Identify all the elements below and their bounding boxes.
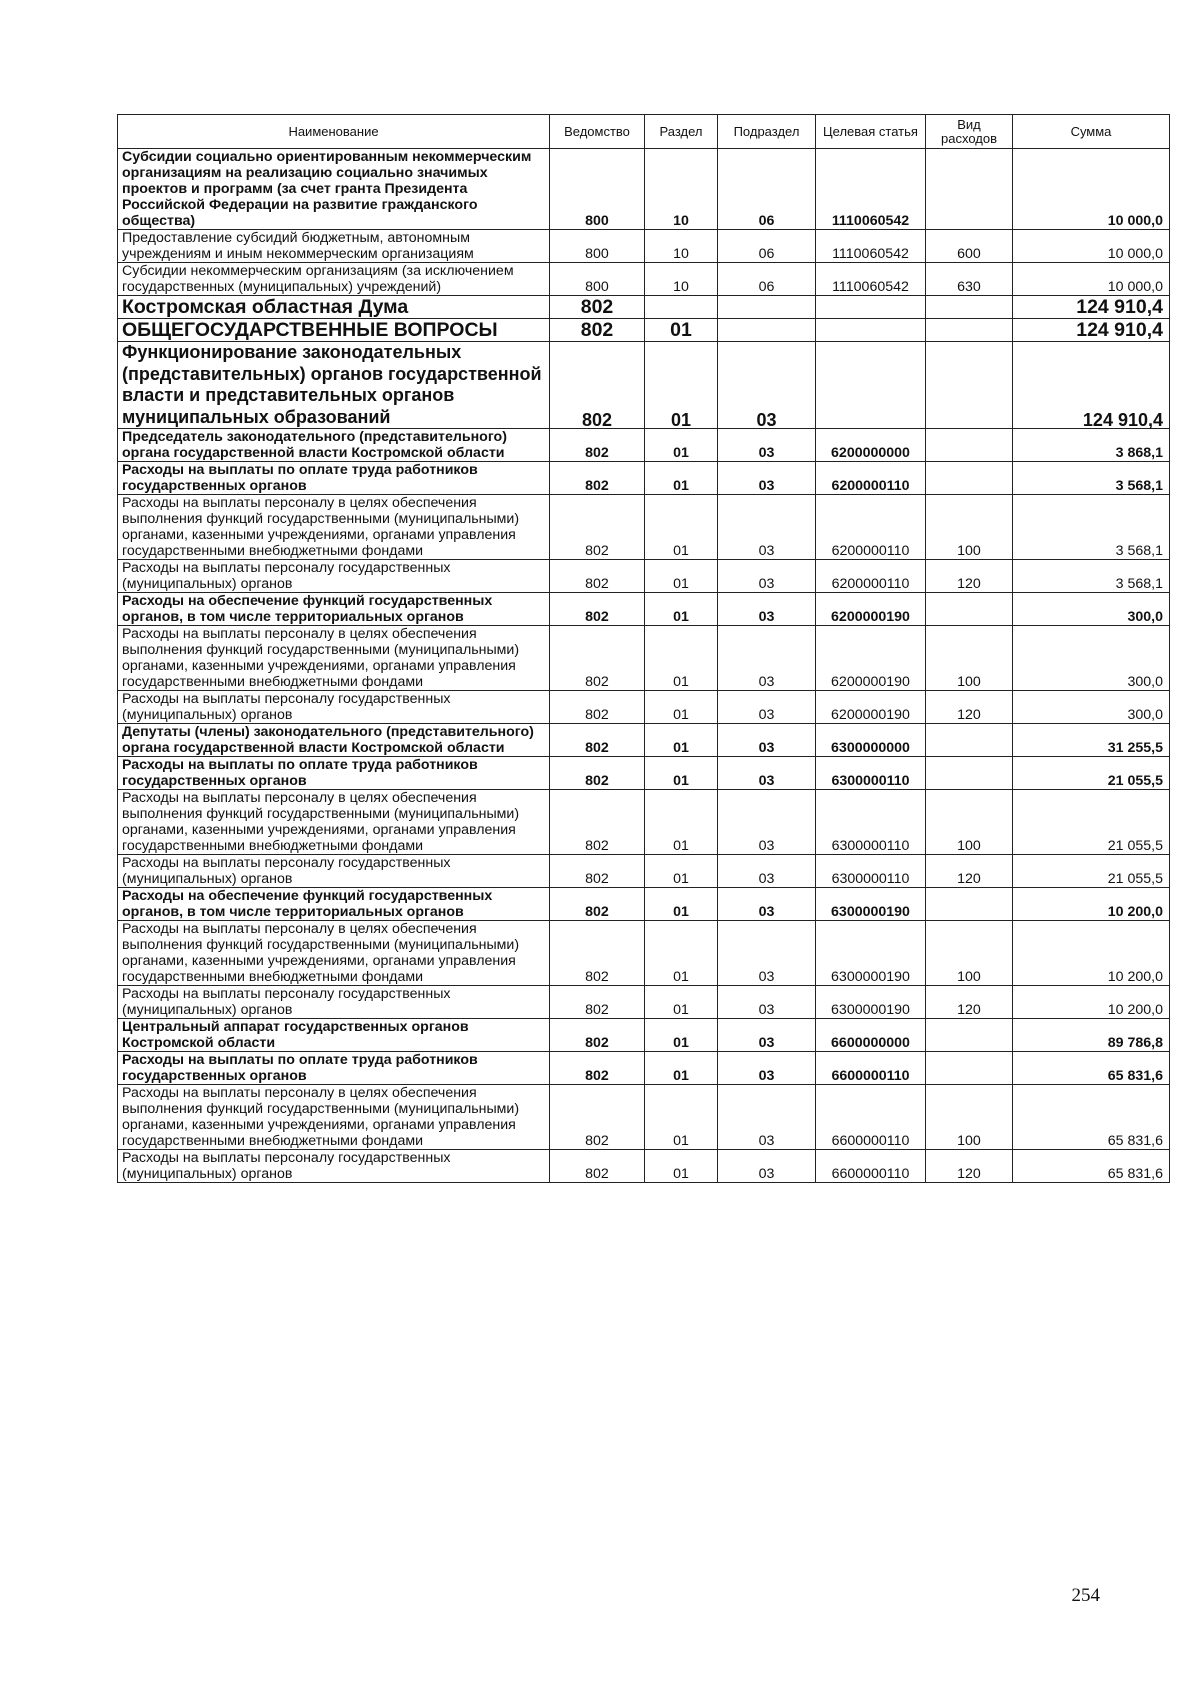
cell-name: Расходы на выплаты персоналу государственных (муниципальных) органов <box>118 560 550 593</box>
cell-subsection: 03 <box>718 888 816 921</box>
cell-section: 10 <box>645 263 718 296</box>
cell-amount: 10 000,0 <box>1013 230 1170 263</box>
cell-target: 6200000110 <box>816 560 926 593</box>
cell-name: Расходы на выплаты персоналу в целях обеспечения выполнения функций государственными (муниципальными) органами, казенными учреждениями, органами управления государственными внебюджетными фондами <box>118 495 550 560</box>
table-row <box>118 462 1170 495</box>
cell-expense-type <box>926 1019 1013 1052</box>
cell-name: Расходы на обеспечение функций государственных органов, в том числе территориальных органов <box>118 888 550 921</box>
cell-expense-type: 120 <box>926 1150 1013 1183</box>
cell-target <box>816 296 926 319</box>
cell-subsection: 03 <box>718 1085 816 1150</box>
cell-section: 01 <box>645 1019 718 1052</box>
cell-name: Расходы на выплаты по оплате труда работников государственных органов <box>118 1052 550 1085</box>
cell-subsection: 06 <box>718 230 816 263</box>
cell-amount: 300,0 <box>1013 626 1170 691</box>
cell-section: 01 <box>645 1085 718 1150</box>
cell-department: 802 <box>550 429 645 462</box>
cell-expense-type: 600 <box>926 230 1013 263</box>
page-number: 254 <box>1071 1585 1100 1606</box>
header-department: Ведомство <box>550 115 645 149</box>
cell-target: 6200000110 <box>816 495 926 560</box>
cell-amount: 21 055,5 <box>1013 855 1170 888</box>
cell-expense-type <box>926 319 1013 342</box>
cell-target: 1110060542 <box>816 230 926 263</box>
cell-subsection: 03 <box>718 724 816 757</box>
table-row <box>118 1150 1170 1183</box>
table-body <box>118 149 1170 1183</box>
table-row <box>118 757 1170 790</box>
cell-department: 802 <box>550 296 645 319</box>
table-row <box>118 691 1170 724</box>
table-row <box>118 888 1170 921</box>
cell-subsection: 03 <box>718 495 816 560</box>
cell-department: 802 <box>550 757 645 790</box>
table-row <box>118 1085 1170 1150</box>
cell-subsection: 03 <box>718 986 816 1019</box>
cell-target: 6200000190 <box>816 626 926 691</box>
cell-section: 01 <box>645 921 718 986</box>
cell-expense-type: 100 <box>926 921 1013 986</box>
cell-section: 01 <box>645 986 718 1019</box>
table-row <box>118 855 1170 888</box>
cell-section: 10 <box>645 230 718 263</box>
budget-table <box>117 114 1170 1183</box>
cell-amount: 10 200,0 <box>1013 986 1170 1019</box>
cell-target: 1110060542 <box>816 149 926 230</box>
cell-subsection: 03 <box>718 757 816 790</box>
cell-target: 1110060542 <box>816 263 926 296</box>
cell-section: 01 <box>645 790 718 855</box>
cell-department: 802 <box>550 462 645 495</box>
cell-target: 6200000190 <box>816 691 926 724</box>
cell-target: 6300000110 <box>816 757 926 790</box>
cell-name: Центральный аппарат государственных органов Костромской области <box>118 1019 550 1052</box>
cell-subsection <box>718 296 816 319</box>
cell-expense-type: 120 <box>926 560 1013 593</box>
cell-section: 01 <box>645 626 718 691</box>
cell-amount: 124 910,4 <box>1013 319 1170 342</box>
cell-department: 802 <box>550 888 645 921</box>
cell-expense-type: 100 <box>926 495 1013 560</box>
cell-name: Расходы на выплаты персоналу государственных (муниципальных) органов <box>118 691 550 724</box>
cell-section: 01 <box>645 560 718 593</box>
cell-expense-type: 100 <box>926 1085 1013 1150</box>
cell-name: ОБЩЕГОСУДАРСТВЕННЫЕ ВОПРОСЫ <box>118 319 550 342</box>
cell-name: Субсидии социально ориентированным некоммерческим организациям на реализацию социально значимых проектов и программ (за счет гранта Президента Российской Федерации на развитие гражданского общества) <box>118 149 550 230</box>
cell-name: Председатель законодательного (представительного) органа государственной власти Костромской области <box>118 429 550 462</box>
table-header-row <box>118 115 1170 149</box>
table-row <box>118 296 1170 319</box>
cell-amount: 124 910,4 <box>1013 342 1170 429</box>
cell-section <box>645 296 718 319</box>
cell-department: 800 <box>550 230 645 263</box>
table-row <box>118 626 1170 691</box>
cell-department: 802 <box>550 1150 645 1183</box>
cell-target: 6600000110 <box>816 1085 926 1150</box>
cell-section: 01 <box>645 1150 718 1183</box>
cell-expense-type <box>926 149 1013 230</box>
table-row <box>118 149 1170 230</box>
cell-target: 6300000190 <box>816 921 926 986</box>
cell-department: 802 <box>550 1085 645 1150</box>
cell-amount: 65 831,6 <box>1013 1085 1170 1150</box>
cell-name: Расходы на выплаты по оплате труда работников государственных органов <box>118 757 550 790</box>
header-name: Наименование <box>118 115 550 149</box>
cell-expense-type <box>926 429 1013 462</box>
cell-department: 802 <box>550 495 645 560</box>
cell-name: Расходы на выплаты по оплате труда работников государственных органов <box>118 462 550 495</box>
cell-department: 800 <box>550 149 645 230</box>
cell-name: Функционирование законодательных (представительных) органов государственной власти и представительных органов муниципальных образований <box>118 342 550 429</box>
cell-department: 802 <box>550 724 645 757</box>
cell-name: Расходы на выплаты персоналу в целях обеспечения выполнения функций государственными (муниципальными) органами, казенными учреждениями, органами управления государственными внебюджетными фондами <box>118 626 550 691</box>
table-row <box>118 790 1170 855</box>
cell-target: 6300000190 <box>816 888 926 921</box>
cell-subsection <box>718 319 816 342</box>
cell-department: 802 <box>550 319 645 342</box>
cell-amount: 3 568,1 <box>1013 495 1170 560</box>
cell-amount: 3 568,1 <box>1013 560 1170 593</box>
cell-target: 6200000110 <box>816 462 926 495</box>
cell-target <box>816 319 926 342</box>
table-row <box>118 263 1170 296</box>
table-row <box>118 230 1170 263</box>
cell-subsection: 03 <box>718 855 816 888</box>
cell-amount: 10 200,0 <box>1013 888 1170 921</box>
cell-section: 01 <box>645 757 718 790</box>
cell-name: Предоставление субсидий бюджетным, автономным учреждениям и иным некоммерческим организациям <box>118 230 550 263</box>
cell-subsection: 03 <box>718 342 816 429</box>
table-row <box>118 724 1170 757</box>
cell-amount: 124 910,4 <box>1013 296 1170 319</box>
cell-expense-type <box>926 342 1013 429</box>
cell-subsection: 03 <box>718 560 816 593</box>
cell-amount: 10 000,0 <box>1013 149 1170 230</box>
cell-expense-type <box>926 888 1013 921</box>
cell-amount: 31 255,5 <box>1013 724 1170 757</box>
cell-target: 6600000000 <box>816 1019 926 1052</box>
cell-expense-type: 120 <box>926 691 1013 724</box>
cell-name: Расходы на выплаты персоналу в целях обеспечения выполнения функций государственными (муниципальными) органами, казенными учреждениями, органами управления государственными внебюджетными фондами <box>118 790 550 855</box>
cell-subsection: 03 <box>718 593 816 626</box>
cell-section: 01 <box>645 319 718 342</box>
cell-section: 01 <box>645 593 718 626</box>
table-row <box>118 429 1170 462</box>
cell-section: 10 <box>645 149 718 230</box>
cell-subsection: 03 <box>718 691 816 724</box>
cell-amount: 300,0 <box>1013 593 1170 626</box>
cell-target: 6300000110 <box>816 790 926 855</box>
cell-expense-type <box>926 296 1013 319</box>
table-row <box>118 921 1170 986</box>
cell-expense-type <box>926 1052 1013 1085</box>
cell-name: Костромская областная Дума <box>118 296 550 319</box>
cell-subsection: 03 <box>718 626 816 691</box>
cell-subsection: 03 <box>718 790 816 855</box>
cell-name: Субсидии некоммерческим организациям (за исключением государственных (муниципальных) учреждений) <box>118 263 550 296</box>
table-row <box>118 319 1170 342</box>
cell-target: 6200000000 <box>816 429 926 462</box>
header-section: Раздел <box>645 115 718 149</box>
cell-department: 802 <box>550 1019 645 1052</box>
cell-subsection: 03 <box>718 1019 816 1052</box>
table-row <box>118 1019 1170 1052</box>
cell-name: Расходы на выплаты персоналу в целях обеспечения выполнения функций государственными (муниципальными) органами, казенными учреждениями, органами управления государственными внебюджетными фондами <box>118 1085 550 1150</box>
cell-amount: 10 200,0 <box>1013 921 1170 986</box>
cell-name: Депутаты (члены) законодательного (представительного) органа государственной власти Костромской области <box>118 724 550 757</box>
table-row <box>118 593 1170 626</box>
header-expense-type: Вид расходов <box>926 115 1013 149</box>
table-row <box>118 560 1170 593</box>
cell-amount: 3 568,1 <box>1013 462 1170 495</box>
cell-expense-type <box>926 593 1013 626</box>
cell-section: 01 <box>645 724 718 757</box>
cell-target: 6300000110 <box>816 855 926 888</box>
header-target: Целевая статья <box>816 115 926 149</box>
cell-expense-type: 100 <box>926 790 1013 855</box>
cell-section: 01 <box>645 1052 718 1085</box>
table-row <box>118 495 1170 560</box>
cell-name: Расходы на обеспечение функций государственных органов, в том числе территориальных органов <box>118 593 550 626</box>
cell-expense-type: 120 <box>926 986 1013 1019</box>
cell-subsection: 03 <box>718 1052 816 1085</box>
cell-department: 802 <box>550 790 645 855</box>
cell-section: 01 <box>645 888 718 921</box>
cell-subsection: 03 <box>718 429 816 462</box>
cell-section: 01 <box>645 462 718 495</box>
cell-section: 01 <box>645 342 718 429</box>
cell-subsection: 06 <box>718 263 816 296</box>
cell-expense-type <box>926 724 1013 757</box>
cell-department: 802 <box>550 921 645 986</box>
cell-expense-type <box>926 757 1013 790</box>
cell-department: 802 <box>550 342 645 429</box>
cell-section: 01 <box>645 495 718 560</box>
cell-name: Расходы на выплаты персоналу государственных (муниципальных) органов <box>118 855 550 888</box>
cell-expense-type: 630 <box>926 263 1013 296</box>
cell-department: 802 <box>550 560 645 593</box>
cell-amount: 65 831,6 <box>1013 1052 1170 1085</box>
cell-amount: 21 055,5 <box>1013 757 1170 790</box>
table-row <box>118 342 1170 429</box>
cell-department: 802 <box>550 593 645 626</box>
cell-target <box>816 342 926 429</box>
cell-expense-type: 120 <box>926 855 1013 888</box>
cell-amount: 89 786,8 <box>1013 1019 1170 1052</box>
cell-subsection: 03 <box>718 462 816 495</box>
cell-expense-type <box>926 462 1013 495</box>
cell-target: 6600000110 <box>816 1052 926 1085</box>
cell-expense-type: 100 <box>926 626 1013 691</box>
cell-target: 6600000110 <box>816 1150 926 1183</box>
cell-amount: 3 868,1 <box>1013 429 1170 462</box>
cell-section: 01 <box>645 429 718 462</box>
header-subsection: Подраздел <box>718 115 816 149</box>
cell-amount: 65 831,6 <box>1013 1150 1170 1183</box>
cell-section: 01 <box>645 691 718 724</box>
cell-amount: 300,0 <box>1013 691 1170 724</box>
cell-amount: 10 000,0 <box>1013 263 1170 296</box>
cell-department: 802 <box>550 691 645 724</box>
cell-department: 802 <box>550 986 645 1019</box>
cell-name: Расходы на выплаты персоналу в целях обеспечения выполнения функций государственными (муниципальными) органами, казенными учреждениями, органами управления государственными внебюджетными фондами <box>118 921 550 986</box>
cell-subsection: 06 <box>718 149 816 230</box>
cell-target: 6300000000 <box>816 724 926 757</box>
cell-department: 802 <box>550 626 645 691</box>
table-row <box>118 1052 1170 1085</box>
cell-name: Расходы на выплаты персоналу государственных (муниципальных) органов <box>118 986 550 1019</box>
cell-department: 802 <box>550 1052 645 1085</box>
header-amount: Сумма <box>1013 115 1170 149</box>
cell-target: 6200000190 <box>816 593 926 626</box>
cell-department: 800 <box>550 263 645 296</box>
cell-department: 802 <box>550 855 645 888</box>
cell-target: 6300000190 <box>816 986 926 1019</box>
cell-amount: 21 055,5 <box>1013 790 1170 855</box>
cell-name: Расходы на выплаты персоналу государственных (муниципальных) органов <box>118 1150 550 1183</box>
table-row <box>118 986 1170 1019</box>
cell-section: 01 <box>645 855 718 888</box>
cell-subsection: 03 <box>718 1150 816 1183</box>
cell-subsection: 03 <box>718 921 816 986</box>
